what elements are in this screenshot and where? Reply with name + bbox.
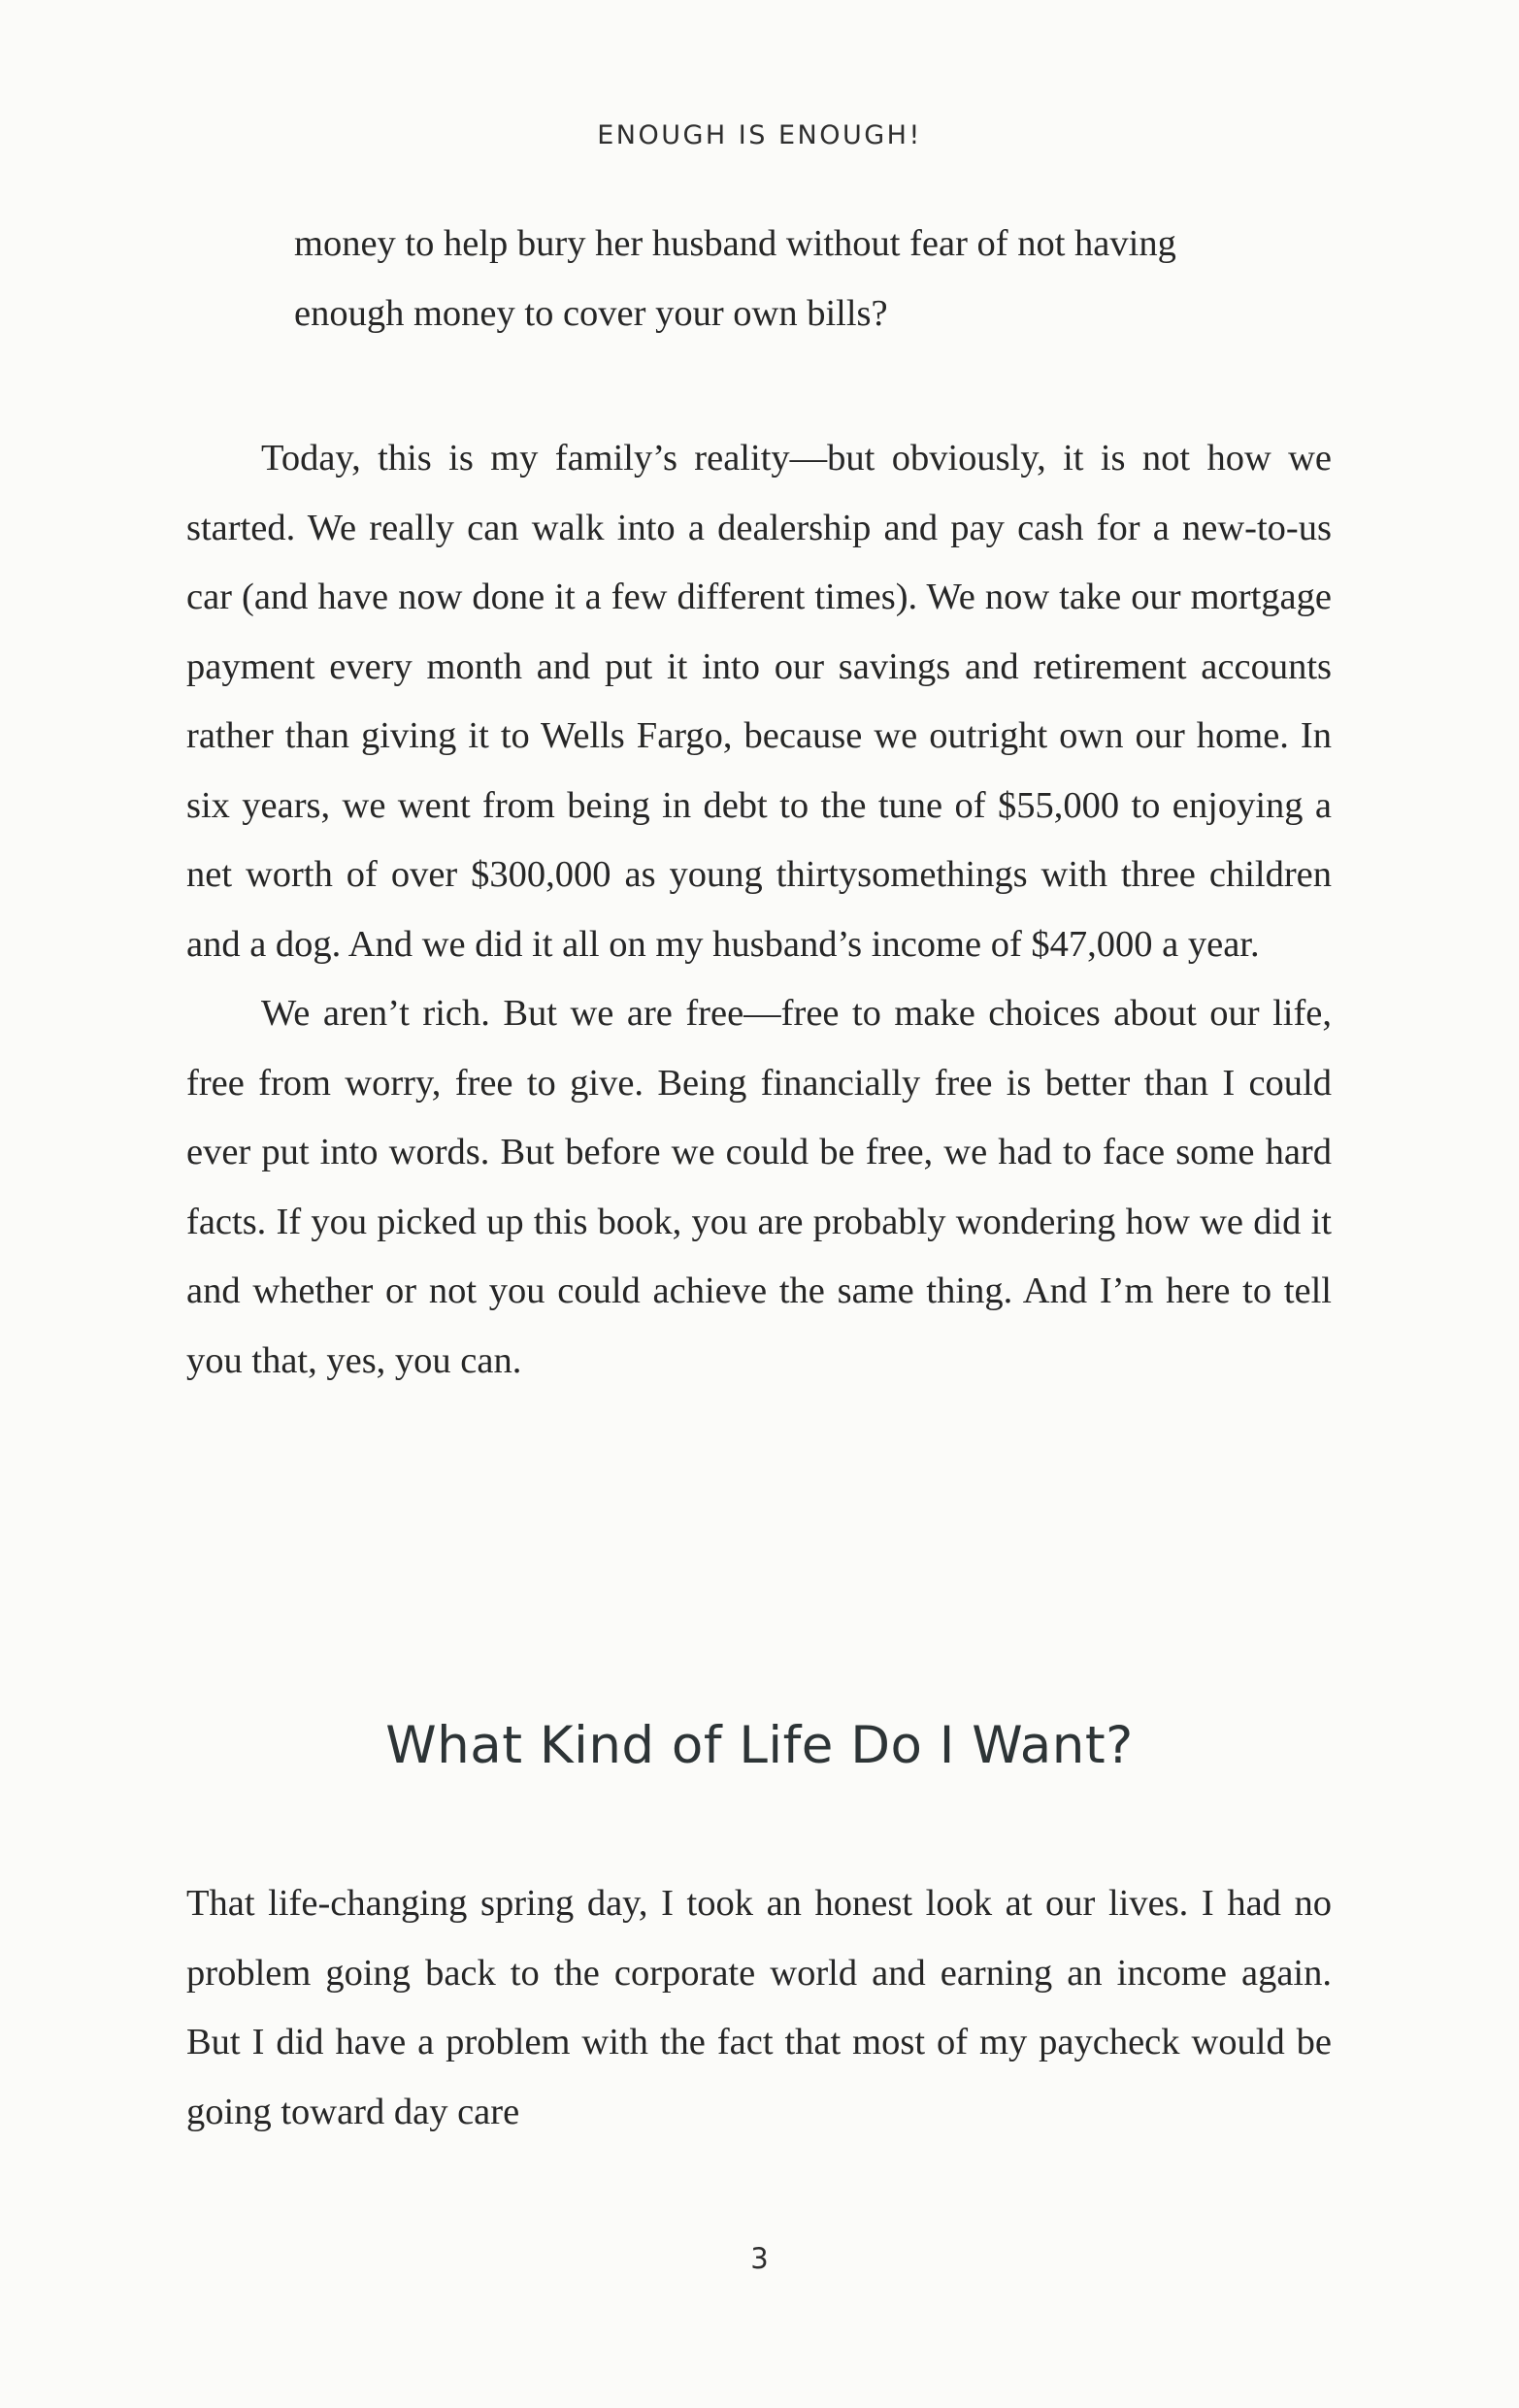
section-heading: What Kind of Life Do I Want? [385,1716,1134,1775]
running-head: ENOUGH IS ENOUGH! [597,120,922,150]
page-number: 3 [750,2242,769,2275]
body-text-upper [186,424,1332,1396]
body-text-lower [186,1869,1332,2147]
paragraph-life-changing-day: That life-changing spring day, I took an honest look at our lives. I had no problem going back to the corporate world and earning an income again. But I did have a problem with the fact that most of my paycheck would be going toward day care [186,1883,1332,2132]
paragraph-financial-freedom: We aren’t rich. But we are free—free to make choices about our life, free from worry, free to give. Being financially free is better than I could ever put into words. But before we could be free, we had to face some hard facts. If you picked up this book, you are probably wondering how we did it and whether or not you could achieve the same thing. And I’m here to tell you that, yes, you can. [186,993,1332,1381]
quote-text: money to help bury her husband without fear of not having enough money to cover your own bills? [294,223,1176,334]
paragraph-family-reality: Today, this is my family’s reality—but obviously, it is not how we started. We really can walk into a dealership and pay cash for a new-to-us car (and have now done it a few different times). We now take our mortgage payment every month and put it into our savings and retirement accounts rather than giving it to Wells Fargo, because we outright own our home. In six years, we went from being in debt to the tune of $55,000 to enjoying a net worth of over $300,000 as young thirtysomethings with three children and a dog. And we did it all on my husband’s income of $47,000 a year. [186,438,1332,965]
block-quote [294,210,1265,348]
